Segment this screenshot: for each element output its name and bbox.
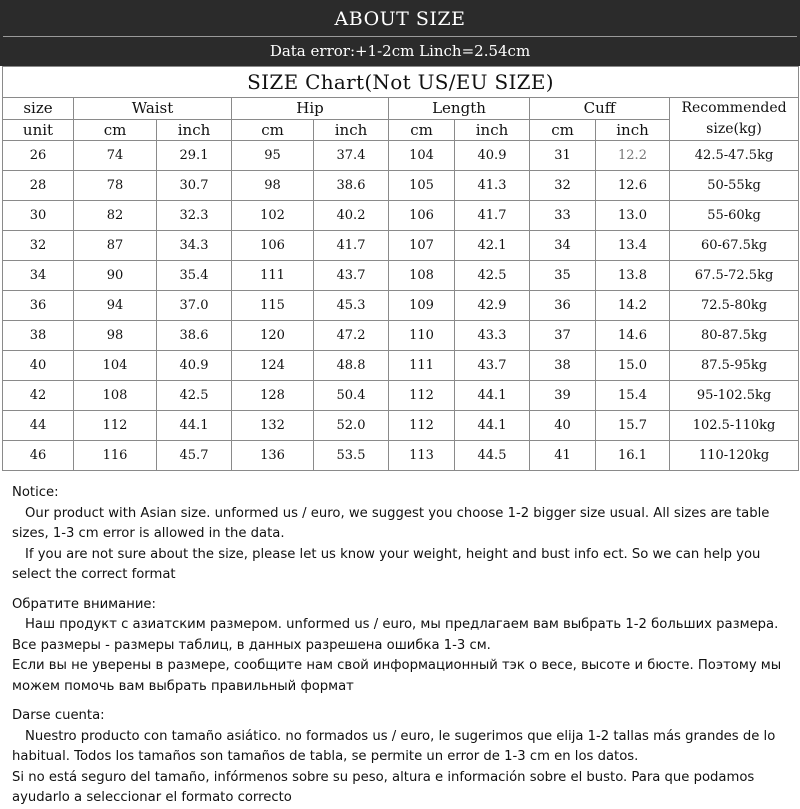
notice-heading-ru: Обратите внимание: <box>12 596 156 612</box>
banner-title: ABOUT SIZE <box>334 8 466 30</box>
cell-length-cm: 112 <box>389 411 455 441</box>
cell-size: 34 <box>3 261 74 291</box>
header-waist-cm: cm <box>74 119 157 141</box>
cell-cuff-cm: 40 <box>530 411 596 441</box>
cell-hip-cm: 106 <box>232 231 314 261</box>
cell-length-cm: 106 <box>389 201 455 231</box>
cell-hip-inch: 40.2 <box>314 201 389 231</box>
cell-cuff-inch: 13.8 <box>596 261 670 291</box>
cell-cuff-inch: 14.2 <box>596 291 670 321</box>
header-row-measurements <box>3 98 799 120</box>
cell-size: 44 <box>3 411 74 441</box>
header-recommended-size: Recommended size(kg) <box>670 98 799 141</box>
notice-heading-en: Notice: <box>12 485 59 500</box>
cell-waist-inch: 34.3 <box>157 231 232 261</box>
cell-hip-cm: 124 <box>232 351 314 381</box>
header-hip-inch: inch <box>314 119 389 141</box>
cell-size: 38 <box>3 321 74 351</box>
header-length-inch: inch <box>455 119 530 141</box>
cell-waist-inch: 29.1 <box>157 141 232 171</box>
cell-size: 28 <box>3 171 74 201</box>
cell-recommended-kg: 87.5-95kg <box>670 351 799 381</box>
table-row <box>3 201 799 231</box>
header-length: Length <box>389 98 530 120</box>
cell-hip-inch: 47.2 <box>314 321 389 351</box>
cell-size: 32 <box>3 231 74 261</box>
table-title: SIZE Chart(Not US/EU SIZE) <box>3 67 799 98</box>
cell-size: 26 <box>3 141 74 171</box>
cell-waist-cm: 94 <box>74 291 157 321</box>
table-row <box>3 141 799 171</box>
table-row <box>3 171 799 201</box>
notice-text-ru-3: Если вы не уверены в размере, сообщите нам свой информационный тэк о весе, высоте и бюсте. Поэтому мы можем помочь вам выбрать правильный формат <box>12 658 782 694</box>
cell-cuff-cm: 32 <box>530 171 596 201</box>
cell-recommended-kg: 80-87.5kg <box>670 321 799 351</box>
cell-hip-inch: 45.3 <box>314 291 389 321</box>
cell-hip-cm: 98 <box>232 171 314 201</box>
header-length-cm: cm <box>389 119 455 141</box>
cell-length-inch: 40.9 <box>455 141 530 171</box>
table-row <box>3 351 799 381</box>
cell-waist-inch: 42.5 <box>157 381 232 411</box>
cell-hip-inch: 52.0 <box>314 411 389 441</box>
cell-recommended-kg: 102.5-110kg <box>670 411 799 441</box>
header-cuff: Cuff <box>530 98 670 120</box>
cell-length-inch: 41.3 <box>455 171 530 201</box>
size-notes <box>12 483 796 809</box>
header-cuff-inch: inch <box>596 119 670 141</box>
table-row <box>3 231 799 261</box>
cell-length-inch: 44.1 <box>455 411 530 441</box>
cell-waist-inch: 37.0 <box>157 291 232 321</box>
about-size-banner <box>0 0 800 66</box>
cell-cuff-cm: 33 <box>530 201 596 231</box>
cell-length-cm: 105 <box>389 171 455 201</box>
cell-cuff-cm: 35 <box>530 261 596 291</box>
notice-heading-es: Darse cuenta: <box>12 708 105 723</box>
cell-cuff-cm: 39 <box>530 381 596 411</box>
cell-waist-inch: 30.7 <box>157 171 232 201</box>
cell-hip-cm: 95 <box>232 141 314 171</box>
cell-waist-cm: 82 <box>74 201 157 231</box>
table-title-row <box>3 67 799 98</box>
cell-length-cm: 109 <box>389 291 455 321</box>
cell-waist-inch: 45.7 <box>157 441 232 471</box>
cell-length-cm: 110 <box>389 321 455 351</box>
cell-length-inch: 41.7 <box>455 201 530 231</box>
banner-subtitle: Data error:+1-2cm Linch=2.54cm <box>269 42 531 60</box>
cell-waist-cm: 116 <box>74 441 157 471</box>
cell-recommended-kg: 110-120kg <box>670 441 799 471</box>
cell-cuff-cm: 41 <box>530 441 596 471</box>
cell-hip-inch: 41.7 <box>314 231 389 261</box>
cell-length-inch: 44.5 <box>455 441 530 471</box>
cell-recommended-kg: 72.5-80kg <box>670 291 799 321</box>
cell-cuff-cm: 36 <box>530 291 596 321</box>
cell-hip-cm: 132 <box>232 411 314 441</box>
cell-hip-inch: 53.5 <box>314 441 389 471</box>
cell-cuff-cm: 31 <box>530 141 596 171</box>
cell-length-cm: 107 <box>389 231 455 261</box>
cell-waist-inch: 35.4 <box>157 261 232 291</box>
cell-cuff-inch: 15.0 <box>596 351 670 381</box>
cell-length-inch: 43.3 <box>455 321 530 351</box>
cell-size: 46 <box>3 441 74 471</box>
cell-cuff-cm: 38 <box>530 351 596 381</box>
header-waist-inch: inch <box>157 119 232 141</box>
cell-hip-cm: 128 <box>232 381 314 411</box>
cell-waist-cm: 112 <box>74 411 157 441</box>
cell-cuff-cm: 37 <box>530 321 596 351</box>
cell-cuff-inch: 12.2 <box>596 141 670 171</box>
banner-divider <box>3 36 797 37</box>
cell-recommended-kg: 55-60kg <box>670 201 799 231</box>
table-row <box>3 411 799 441</box>
cell-length-inch: 42.5 <box>455 261 530 291</box>
cell-hip-cm: 115 <box>232 291 314 321</box>
cell-hip-cm: 136 <box>232 441 314 471</box>
header-size: size <box>3 98 74 120</box>
cell-size: 42 <box>3 381 74 411</box>
cell-cuff-inch: 14.6 <box>596 321 670 351</box>
cell-length-cm: 112 <box>389 381 455 411</box>
cell-waist-cm: 74 <box>74 141 157 171</box>
cell-waist-cm: 98 <box>74 321 157 351</box>
cell-cuff-inch: 15.7 <box>596 411 670 441</box>
header-cuff-cm: cm <box>530 119 596 141</box>
cell-hip-cm: 120 <box>232 321 314 351</box>
cell-waist-inch: 44.1 <box>157 411 232 441</box>
cell-hip-cm: 102 <box>232 201 314 231</box>
cell-length-inch: 43.7 <box>455 351 530 381</box>
cell-recommended-kg: 50-55kg <box>670 171 799 201</box>
cell-hip-inch: 37.4 <box>314 141 389 171</box>
cell-length-cm: 108 <box>389 261 455 291</box>
cell-size: 40 <box>3 351 74 381</box>
cell-waist-cm: 108 <box>74 381 157 411</box>
cell-hip-cm: 111 <box>232 261 314 291</box>
cell-recommended-kg: 60-67.5kg <box>670 231 799 261</box>
table-row <box>3 291 799 321</box>
cell-length-cm: 111 <box>389 351 455 381</box>
cell-waist-inch: 32.3 <box>157 201 232 231</box>
cell-recommended-kg: 67.5-72.5kg <box>670 261 799 291</box>
cell-length-cm: 113 <box>389 441 455 471</box>
notice-text-es-1: Nuestro producto con tamaño asiático. no formados us / euro, le sugerimos que elija 1-2 tallas más grandes de lo habitual. Todos los tamaños son tamaños de tabla, se permite un error de 1-3 cm en los datos. <box>12 728 776 764</box>
notice-text-en-1: Our product with Asian size. unformed us / euro, we suggest you choose 1-2 bigger size usual. All sizes are table sizes, 1-3 cm error is allowed in the data. <box>12 505 770 541</box>
notice-text-en-2: If you are not sure about the size, please let us know your weight, height and bust info ect. So we can help you select the correct format <box>12 546 761 582</box>
cell-length-cm: 104 <box>389 141 455 171</box>
cell-waist-inch: 40.9 <box>157 351 232 381</box>
notice-text-ru-1: Наш продукт с азиатским размером. unformed us / euro, мы предлагаем вам выбрать 1-2 больших размера. <box>25 617 779 632</box>
cell-cuff-inch: 13.4 <box>596 231 670 261</box>
cell-length-inch: 44.1 <box>455 381 530 411</box>
notice-text-ru-2: Все размеры - размеры таблиц, в данных разрешена ошибка 1-3 см. <box>12 637 491 653</box>
cell-size: 30 <box>3 201 74 231</box>
cell-hip-inch: 43.7 <box>314 261 389 291</box>
header-hip-cm: cm <box>232 119 314 141</box>
cell-hip-inch: 38.6 <box>314 171 389 201</box>
cell-waist-cm: 78 <box>74 171 157 201</box>
header-unit: unit <box>3 119 74 141</box>
cell-hip-inch: 50.4 <box>314 381 389 411</box>
cell-cuff-cm: 34 <box>530 231 596 261</box>
notice-text-es-2: Si no está seguro del tamaño, infórmenos sobre su peso, altura e información sobre el busto. Para que podamos ayudarlo a seleccionar el formato correcto <box>12 769 755 805</box>
cell-size: 36 <box>3 291 74 321</box>
cell-waist-inch: 38.6 <box>157 321 232 351</box>
cell-recommended-kg: 42.5-47.5kg <box>670 141 799 171</box>
table-row <box>3 381 799 411</box>
size-chart-table <box>2 66 799 471</box>
cell-waist-cm: 87 <box>74 231 157 261</box>
cell-length-inch: 42.9 <box>455 291 530 321</box>
header-hip: Hip <box>232 98 389 120</box>
cell-waist-cm: 90 <box>74 261 157 291</box>
cell-cuff-inch: 12.6 <box>596 171 670 201</box>
table-row <box>3 441 799 471</box>
cell-cuff-inch: 15.4 <box>596 381 670 411</box>
table-row <box>3 261 799 291</box>
cell-cuff-inch: 16.1 <box>596 441 670 471</box>
table-row <box>3 321 799 351</box>
cell-waist-cm: 104 <box>74 351 157 381</box>
cell-recommended-kg: 95-102.5kg <box>670 381 799 411</box>
cell-cuff-inch: 13.0 <box>596 201 670 231</box>
cell-hip-inch: 48.8 <box>314 351 389 381</box>
cell-length-inch: 42.1 <box>455 231 530 261</box>
header-waist: Waist <box>74 98 232 120</box>
